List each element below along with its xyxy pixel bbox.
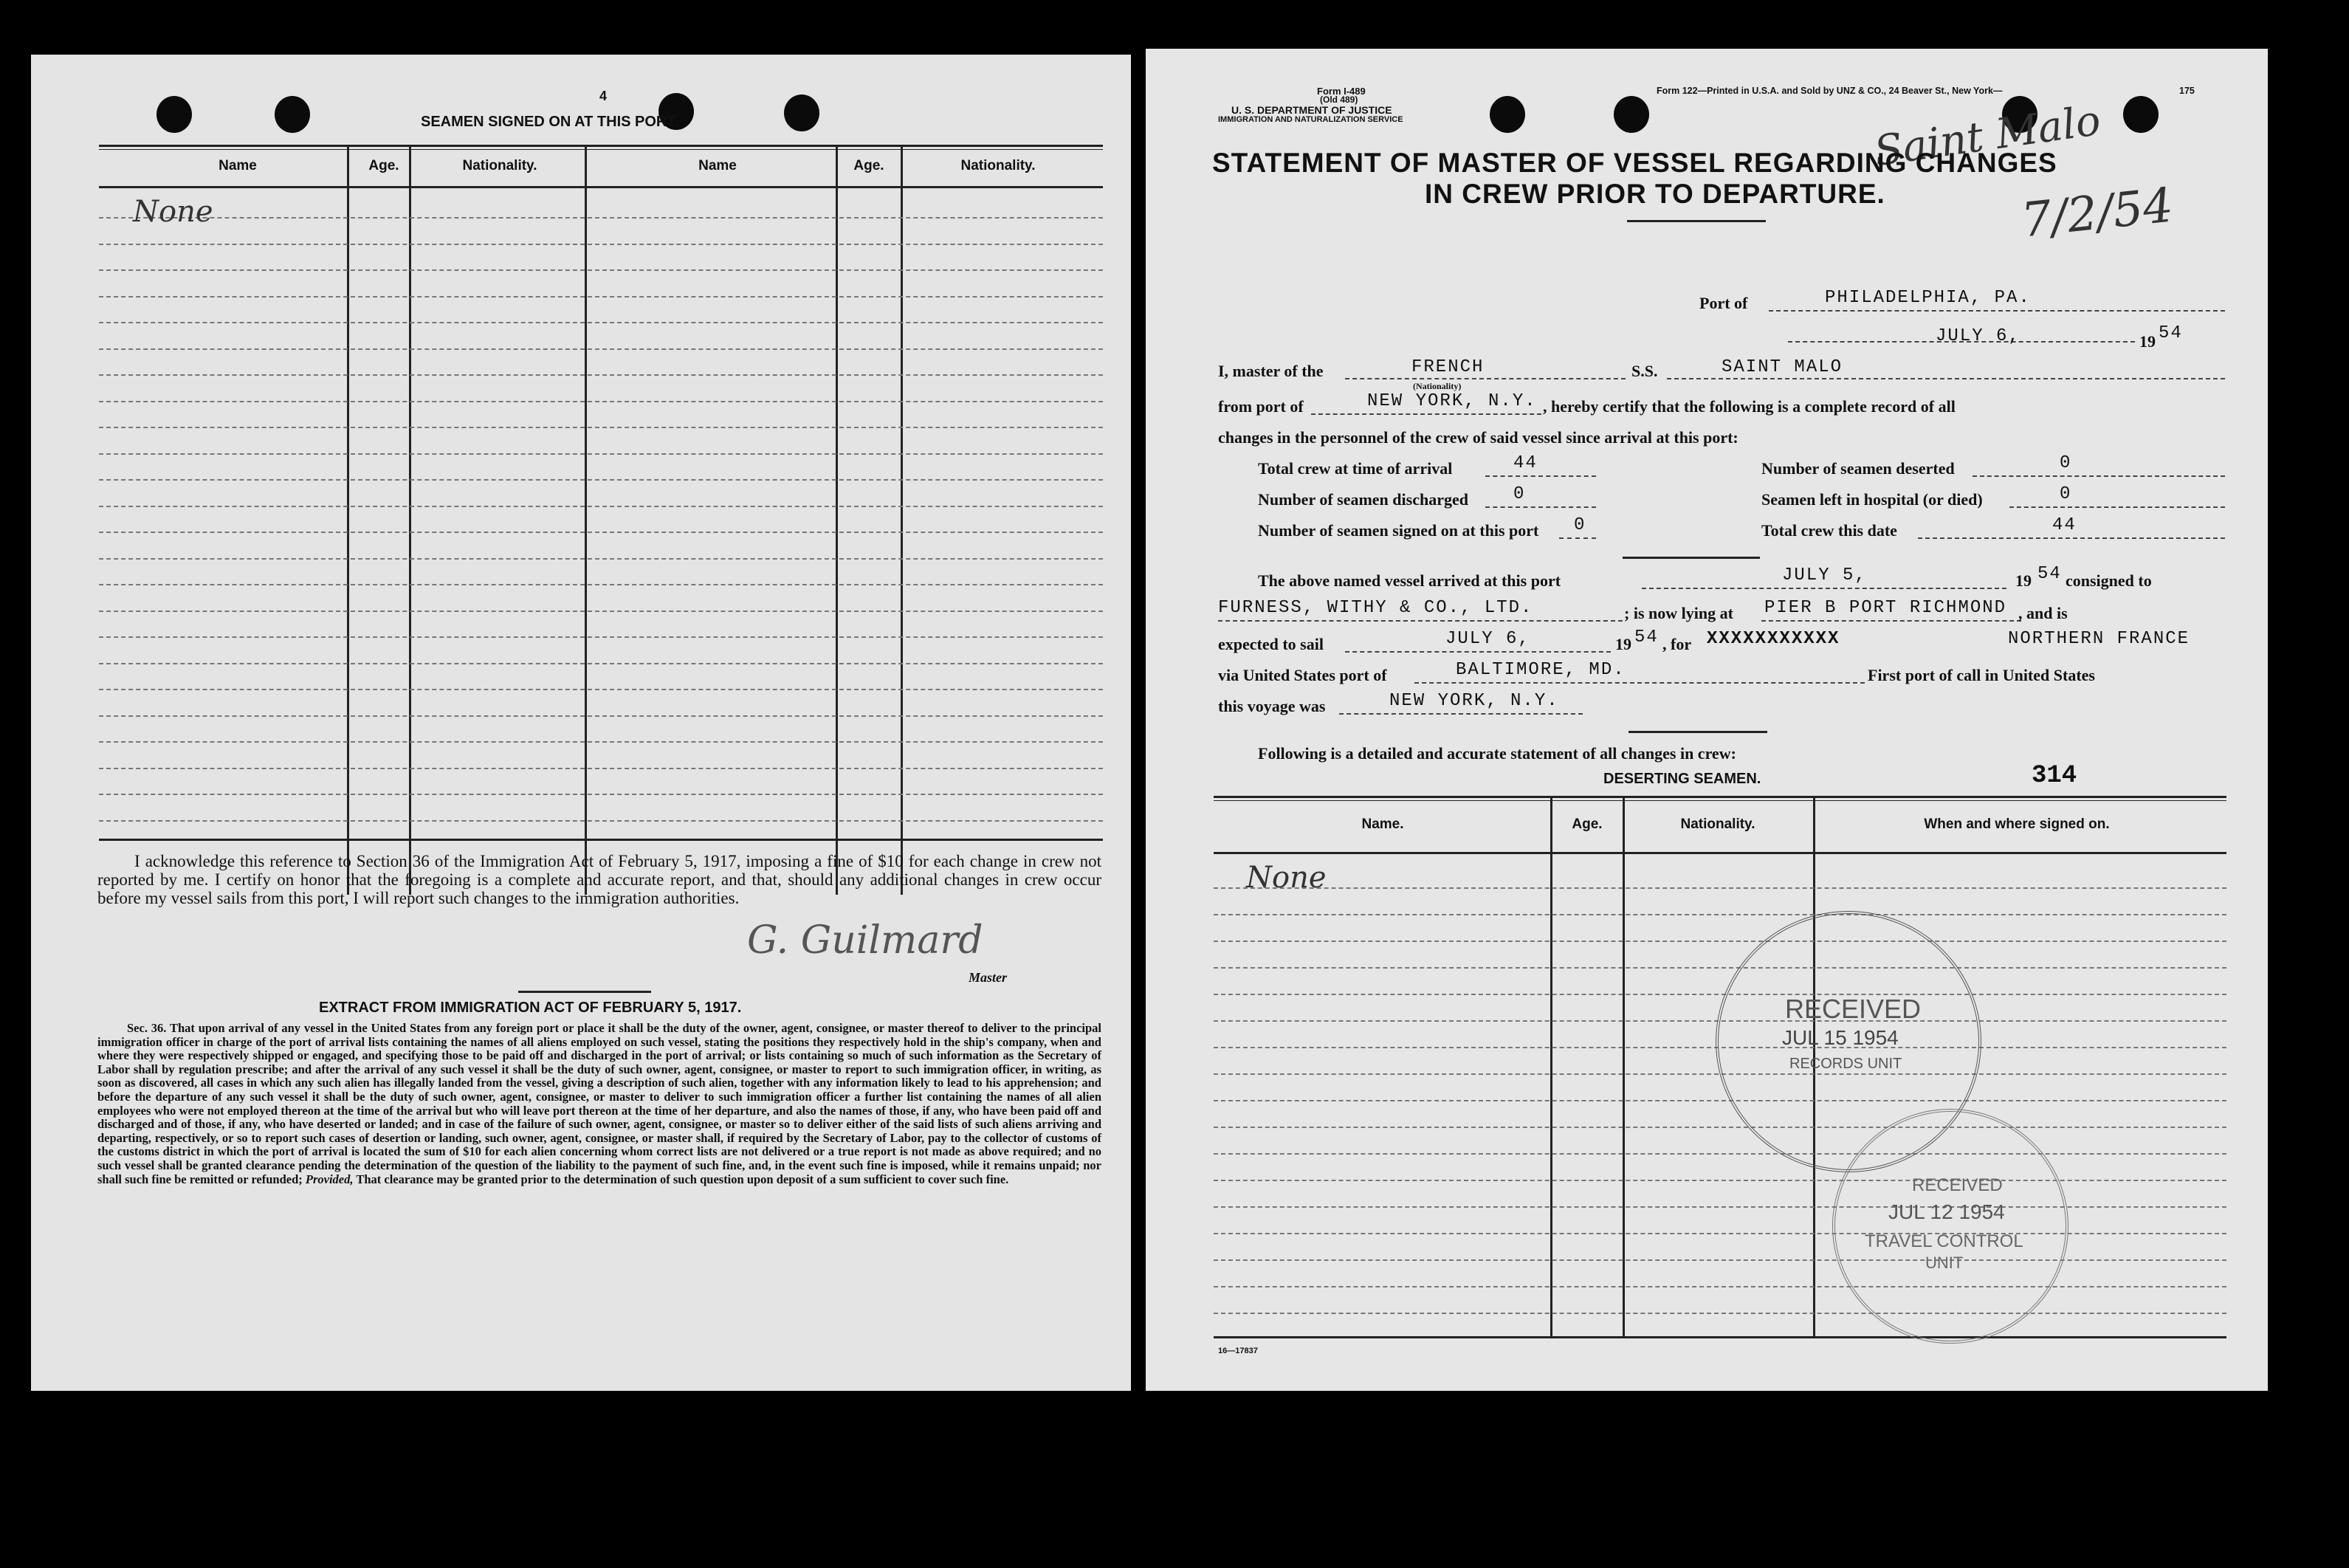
ship-value: SAINT MALO: [1722, 357, 1843, 377]
right-page: [1146, 49, 2268, 1391]
nationality-fill: [1345, 378, 1626, 379]
table-top-rule: [99, 145, 1103, 147]
year-value: 54: [2159, 323, 2183, 343]
form-title-line-1: STATEMENT OF MASTER OF VESSEL REGARDING CHANGES: [1212, 148, 2057, 178]
table-top-rule: [1214, 796, 2226, 798]
table-bottom-rule: [99, 839, 1103, 841]
column-header-nationality: Nationality.: [462, 158, 537, 173]
date-value: JULY 6,: [1936, 326, 2020, 346]
table-row-rule: [1214, 1100, 2226, 1101]
proviso-text: That clearance may be granted prior to the determination of such question upon deposit of a sum sufficient to cover such fine.: [356, 1172, 1009, 1186]
voyage-value: NEW YORK, N.Y.: [1389, 691, 1559, 711]
file-number: 314: [2032, 762, 2077, 790]
arrived-fill: [1642, 588, 2006, 589]
department: U. S. DEPARTMENT OF JUSTICE: [1231, 104, 1392, 116]
table-row-rule: [99, 296, 1103, 298]
table-row-rule: [99, 348, 1103, 350]
table-row-rule: [99, 427, 1103, 428]
acknowledgement-text: I acknowledge this reference to Section 36 of the Immigration Act of February 5, 1917, imposing a fine of $10 for each change in crew not reported by me. I certify on honor that the foregoing is a complete and accurate report, and that, should any additional changes in crew occur before my vessel sails from this port, I will report such changes to the immigration authorities.: [97, 852, 1101, 907]
deserted-value: 0: [2060, 453, 2072, 473]
discharged-value: 0: [1513, 484, 1526, 504]
column-header-name: Name.: [1361, 816, 1404, 832]
expected-year: 54: [1634, 627, 1659, 647]
master-signature: G. Guilmard: [747, 918, 983, 963]
table-row-rule: [99, 244, 1103, 245]
certify-text: , hereby certify that the following is a complete record of all: [1543, 397, 1956, 416]
stamp-line: TRAVEL CONTROL: [1865, 1231, 2023, 1251]
table-row-rule: [99, 269, 1103, 271]
table-row-rule: [1214, 1233, 2226, 1234]
following-text: Following is a detailed and accurate statement of all changes in crew:: [1258, 744, 1736, 763]
table-row-rule: [99, 374, 1103, 376]
expected-fill: [1345, 651, 1611, 653]
hospital-label: Seamen left in hospital (or died): [1761, 490, 1983, 509]
voyage-fill: [1339, 713, 1583, 715]
table-header-rule: [1214, 852, 2226, 854]
table-row-rule: [1214, 1153, 2226, 1155]
port-label: Port of: [1699, 294, 1748, 312]
lying-value: PIER B PORT RICHMOND: [1764, 598, 2007, 618]
divider-rule: [518, 991, 651, 993]
stat-fill: [1973, 475, 2225, 477]
stat-fill: [1918, 537, 2225, 539]
divider-rule: [1623, 557, 1760, 559]
handwritten-entry: None: [133, 195, 213, 229]
table-row-rule: [1214, 1259, 2226, 1261]
table-top-rule: [1214, 800, 2226, 801]
table-row-rule: [1214, 887, 2226, 889]
column-header-name: Name: [219, 158, 257, 173]
old-form-number: (Old 489): [1320, 94, 1358, 105]
expected-year-prefix: 19: [1615, 635, 1631, 653]
from-port-value: NEW YORK, N.Y.: [1367, 391, 1537, 411]
for-label: , for: [1662, 635, 1692, 653]
handwritten-date: 7/2/54: [2018, 178, 2176, 249]
deserted-label: Number of seamen deserted: [1761, 459, 1955, 478]
column-divider: [347, 146, 349, 895]
table-row-rule: [99, 715, 1103, 717]
table-row-rule: [1214, 1313, 2226, 1314]
table-row-rule: [99, 820, 1103, 822]
table-row-rule: [1214, 1180, 2226, 1181]
stat-fill: [1485, 475, 1596, 477]
table-top-rule: [99, 149, 1103, 150]
hospital-value: 0: [2060, 484, 2072, 504]
consigned-label: consigned to: [2066, 571, 2152, 590]
table-row-rule: [99, 401, 1103, 402]
ss-label: S.S.: [1631, 362, 1658, 380]
column-divider: [1623, 797, 1625, 1336]
column-divider: [409, 146, 411, 895]
lying-label: ; is now lying at: [1624, 604, 1733, 622]
column-header-age: Age.: [368, 158, 399, 173]
punch-hole: [1490, 96, 1525, 133]
nationality-value: FRENCH: [1411, 357, 1485, 377]
handwritten-ship-name: Saint Malo: [1871, 96, 2104, 176]
voyage-label: this voyage was: [1218, 697, 1326, 715]
changes-text: changes in the personnel of the crew of said vessel since arrival at this port:: [1218, 428, 1738, 447]
master-label: I, master of the: [1218, 362, 1324, 380]
punch-hole: [157, 96, 192, 133]
first-port-label: First port of call in United States: [1868, 666, 2095, 684]
form-number: Form I-489: [1317, 86, 1366, 97]
stamp-line: RECEIVED: [1912, 1175, 2003, 1195]
column-header-signed-on: When and where signed on.: [1924, 816, 2110, 832]
discharged-label: Number of seamen discharged: [1258, 490, 1468, 509]
signature-label: Master: [969, 970, 1008, 985]
signed-on-label: Number of seamen signed on at this port: [1258, 521, 1539, 540]
table-row-rule: [99, 663, 1103, 664]
nationality-caption: (Nationality): [1413, 381, 1462, 391]
footer-code: 16—17837: [1218, 1347, 1258, 1355]
ship-fill: [1667, 378, 2225, 379]
left-page: [31, 55, 1131, 1391]
table-row-rule: [99, 741, 1103, 743]
stamp-line: RECEIVED: [1785, 994, 1922, 1024]
lying-fill: [1761, 620, 2021, 622]
column-header-age: Age.: [1572, 816, 1603, 832]
printer-line: Form 122—Printed in U.S.A. and Sold by UNZ & CO., 24 Beaver St., New York—: [1657, 86, 2003, 96]
section-label: Sec. 36.: [127, 1021, 167, 1035]
table-row-rule: [99, 584, 1103, 585]
table-row-rule: [99, 479, 1103, 481]
via-fill: [1414, 682, 1865, 684]
divider-rule: [1629, 731, 1767, 733]
page-title: SEAMEN SIGNED ON AT THIS PORT.: [421, 114, 678, 130]
and-is-text: , and is: [2018, 604, 2068, 622]
stamp-date: JUL 12 1954: [1888, 1200, 2005, 1223]
handwritten-entry: None: [1246, 861, 1327, 895]
extract-title: EXTRACT FROM IMMIGRATION ACT OF FEBRUARY 5, 1917.: [319, 1000, 742, 1016]
column-header-name-2: Name: [698, 158, 737, 173]
column-header-nationality-2: Nationality.: [960, 158, 1036, 173]
deserting-title: DESERTING SEAMEN.: [1603, 771, 1761, 787]
table-row-rule: [99, 611, 1103, 612]
service: IMMIGRATION AND NATURALIZATION SERVICE: [1218, 115, 1403, 124]
section-36-text: [97, 1022, 1101, 1186]
from-port-fill: [1311, 413, 1541, 415]
expected-date: JULY 6,: [1445, 629, 1530, 649]
column-header-age-2: Age.: [853, 158, 884, 173]
column-divider: [585, 146, 587, 895]
column-divider: [836, 146, 838, 895]
destination-value: NORTHERN FRANCE: [2008, 629, 2190, 649]
table-row-rule: [99, 217, 1103, 219]
form-title-line-2: IN CREW PRIOR TO DEPARTURE.: [1425, 179, 1885, 209]
table-row-rule: [99, 794, 1103, 795]
stat-fill: [1485, 506, 1596, 508]
table-row-rule: [1214, 941, 2226, 942]
table-row-rule: [99, 506, 1103, 507]
table-row-rule: [1214, 1286, 2226, 1287]
table-row-rule: [1214, 1127, 2226, 1128]
table-row-rule: [99, 532, 1103, 533]
column-divider: [1550, 797, 1552, 1336]
via-label: via United States port of: [1218, 666, 1387, 684]
port-fill: [1769, 310, 2225, 312]
stamp-date: JUL 15 1954: [1782, 1026, 1899, 1049]
table-row-rule: [1214, 994, 2226, 995]
arrived-date: JULY 5,: [1782, 565, 1867, 585]
consignee-value: FURNESS, WITHY & CO., LTD.: [1218, 598, 1533, 618]
stamp-line: RECORDS UNIT: [1789, 1056, 1902, 1072]
consignee-fill: [1218, 620, 1623, 622]
arrived-year: 54: [2037, 564, 2062, 584]
punch-hole: [1614, 96, 1649, 133]
column-divider: [901, 146, 903, 895]
destination-struck: XXXXXXXXXXX: [1707, 629, 1840, 649]
page-number: 4: [599, 89, 608, 103]
stamp-line: UNIT: [1925, 1254, 1964, 1272]
table-row-rule: [99, 453, 1103, 455]
port-value: PHILADELPHIA, PA.: [1825, 288, 2031, 308]
total-crew-arrival-label: Total crew at time of arrival: [1258, 459, 1453, 478]
expected-label: expected to sail: [1218, 635, 1324, 653]
via-value: BALTIMORE, MD.: [1456, 660, 1626, 680]
table-row-rule: [99, 768, 1103, 769]
table-row-rule: [1214, 1206, 2226, 1208]
table-bottom-rule: [1214, 1336, 2226, 1338]
punch-hole: [2123, 96, 2159, 133]
table-row-rule: [99, 689, 1103, 690]
from-port-label: from port of: [1218, 397, 1304, 416]
stat-fill: [1559, 537, 1596, 539]
section-body: That upon arrival of any vessel in the United States from any foreign port or place it shall be the duty of the owner, agent, consignee, or master thereof to deliver to the principal immigration officer in charge of the port of arrival lists containing the names of all aliens employed on such vessel, stating the positions they respectively hold in the ship's company, when and where they were respectively shipped or engaged, and specifying those to be paid off and discharged in the port of arrival; or lists containing so much of such information as the Secretary of Labor shall by regulation prescribe; and after the arrival of any such vessel it shall be the duty of such owner, agent, consignee, or master to report to such immigration officer, in writing, as soon as discovered, all cases in which any such alien has illegally landed from the vessel, giving a description of such alien, together with any information likely to lead to his apprehension; and before the departure of any such vessel it shall be the duty of such owner, agent, consignee, or master to deliver to such immigration officer a further list containing the names of all alien employees who were not employed thereon at the time of the arrival but who will leave port thereon at the time of her departure, and also the names of those, if any, who have been paid off and discharged and of those, if any, who have deserted or landed; and in case of the failure of such owner, agent, consignee, or master so to deliver either of the said lists of such aliens arriving and departing, respectively, or so to report such cases of desertion or landing, such owner, agent, consignee, or master shall, if required by the Secretary of Labor, pay to the collector of customs of the customs district in which the port of arrival is located the sum of $10 for each alien concerning whom correct lists are not delivered or a true report is not made as above required; and no such vessel shall be granted clearance pending the determination of the question of the liability to the payment of such fine, and, in the event such fine is imposed, while it remains unpaid; nor shall such fine be remitted or refunded;: [97, 1021, 1101, 1186]
arrived-label: The above named vessel arrived at this port: [1258, 571, 1561, 590]
punch-hole: [784, 94, 819, 131]
table-row-rule: [99, 322, 1103, 323]
table-header-rule: [99, 186, 1103, 188]
column-header-nationality: Nationality.: [1680, 816, 1755, 832]
received-stamp-travel-control: [1832, 1109, 2068, 1344]
title-underline: [1627, 220, 1766, 222]
table-row-rule: [99, 636, 1103, 638]
stat-fill: [2009, 506, 2225, 508]
punch-hole: [275, 96, 310, 133]
arrived-year-prefix: 19: [2015, 571, 2032, 590]
table-row-rule: [1214, 914, 2226, 915]
total-crew-date-value: 44: [2052, 515, 2077, 535]
page-code: 175: [2179, 86, 2195, 96]
proviso-word: Provided,: [305, 1172, 354, 1186]
table-row-rule: [99, 558, 1103, 560]
total-crew-arrival-value: 44: [1513, 453, 1538, 473]
total-crew-date-label: Total crew this date: [1761, 521, 1897, 540]
year-prefix: 19: [2139, 332, 2156, 351]
table-row-rule: [1214, 967, 2226, 969]
signed-on-value: 0: [1574, 515, 1586, 535]
